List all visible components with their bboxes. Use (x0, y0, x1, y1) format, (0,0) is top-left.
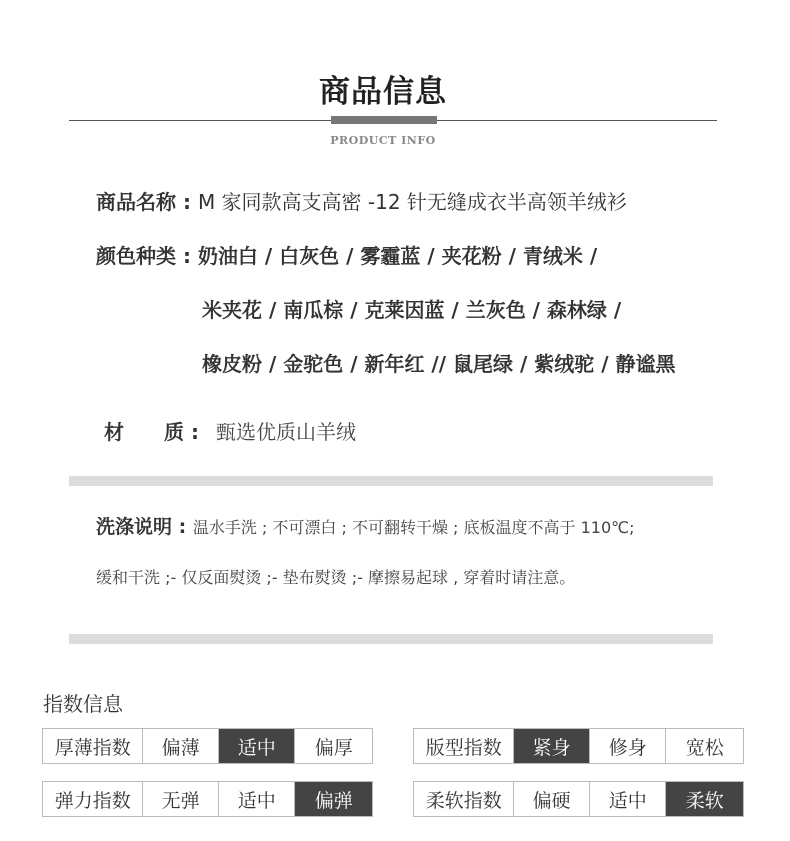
index-option-slim: 修身 (590, 729, 667, 763)
product-name-row (96, 186, 627, 215)
index-label-fit: 版型指数 (414, 729, 514, 763)
section-divider-2 (69, 634, 713, 644)
index-title: 指数信息 (43, 692, 123, 716)
product-name-label: 商品名称 : (96, 190, 198, 214)
color-line-1: 奶油白 / 白灰色 / 雾霾蓝 / 夹花粉 / 青绒米 / (197, 244, 598, 268)
index-group-elasticity (42, 781, 373, 817)
product-name-value: M 家同款高支高密 -12 针无缝成衣半高领羊绒衫 (197, 190, 627, 214)
index-label-elasticity: 弹力指数 (43, 782, 143, 816)
page-title: 商品信息 (319, 74, 447, 110)
material-label (104, 416, 199, 445)
color-label: 颜色种类 : (96, 244, 198, 268)
material-label-a: 材 (104, 420, 124, 444)
index-option-tight-selected: 紧身 (514, 729, 590, 763)
index-option-soft-selected: 柔软 (666, 782, 743, 816)
index-option-medium-selected: 适中 (219, 729, 296, 763)
wash-label: 洗涤说明 : (96, 516, 193, 538)
section-divider-1 (69, 476, 713, 486)
index-option-average: 适中 (590, 782, 667, 816)
color-line-2: 米夹花 / 南瓜棕 / 克莱因蓝 / 兰灰色 / 森林绿 / (202, 298, 622, 322)
color-row (96, 240, 597, 269)
index-label-softness: 柔软指数 (414, 782, 514, 816)
title-accent-bar (331, 116, 437, 124)
wash-line-2: 缓和干洗 ;- 仅反面熨烫 ;- 垫布熨烫 ;- 摩擦易起球 , 穿着时请注意。 (96, 568, 576, 587)
index-option-stretchy-selected: 偏弹 (295, 782, 372, 816)
index-option-no-stretch: 无弹 (143, 782, 219, 816)
page-subtitle: PRODUCT INFO (330, 134, 436, 147)
index-option-thin: 偏薄 (143, 729, 219, 763)
index-label-thickness: 厚薄指数 (43, 729, 143, 763)
index-option-thick: 偏厚 (295, 729, 372, 763)
index-option-firm: 偏硬 (514, 782, 590, 816)
index-group-thickness (42, 728, 373, 764)
material-label-b: 质 : (164, 420, 199, 444)
index-option-loose: 宽松 (666, 729, 743, 763)
index-option-moderate: 适中 (219, 782, 296, 816)
index-group-softness (413, 781, 744, 817)
index-group-fit (413, 728, 744, 764)
material-value: 甄选优质山羊绒 (216, 420, 356, 444)
wash-text-1: 温水手洗 ; 不可漂白 ; 不可翻转干燥 ; 底板温度不高于 110℃; (192, 518, 635, 537)
wash-line-1 (96, 512, 635, 539)
color-line-3: 橡皮粉 / 金驼色 / 新年红 // 鼠尾绿 / 紫绒驼 / 静谧黑 (202, 352, 676, 376)
